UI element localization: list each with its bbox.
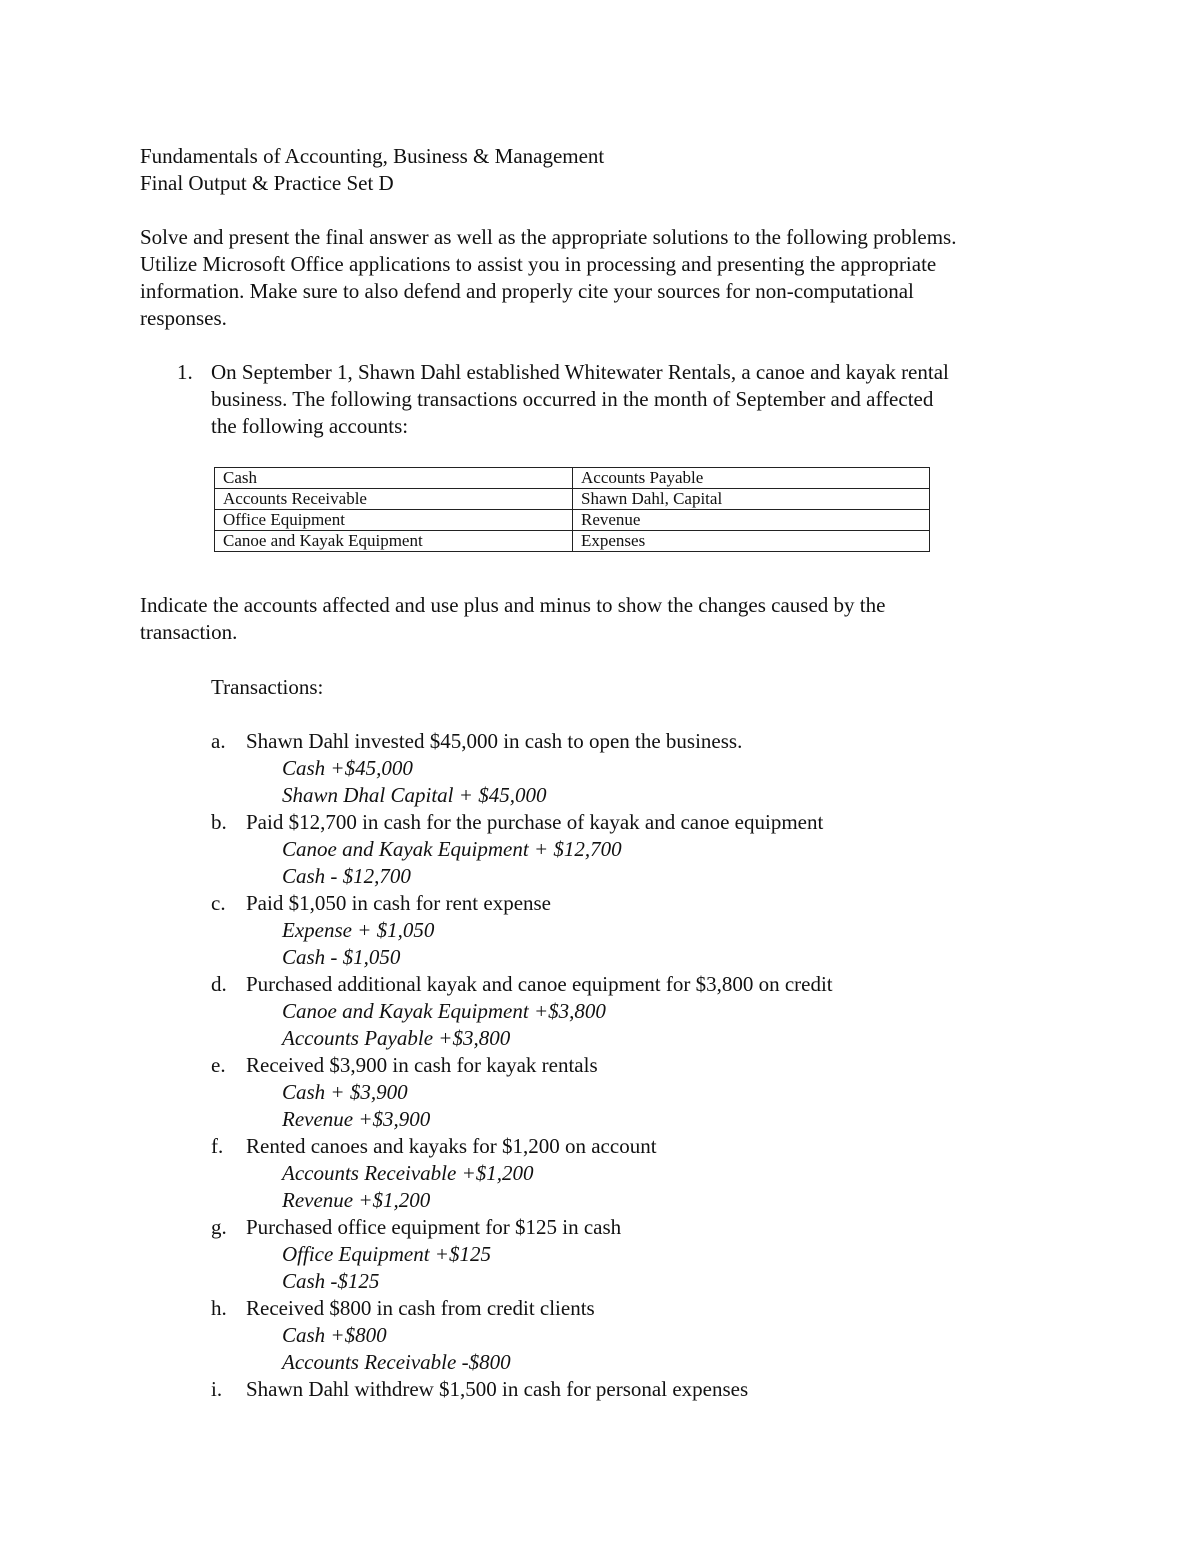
transaction-letter: c. xyxy=(211,891,226,915)
table-cell: Shawn Dahl, Capital xyxy=(573,489,930,510)
transaction-text: Shawn Dahl withdrew $1,500 in cash for personal expenses xyxy=(246,1377,749,1401)
transaction-answer: Shawn Dhal Capital + $45,000 xyxy=(282,783,547,807)
transaction-answer: Cash - $12,700 xyxy=(282,864,411,888)
table-cell: Canoe and Kayak Equipment xyxy=(215,531,573,552)
transaction-answer: Revenue +$3,900 xyxy=(282,1107,431,1131)
table-row xyxy=(215,489,930,510)
transaction-answer: Canoe and Kayak Equipment +$3,800 xyxy=(282,999,606,1023)
transaction-answer: Accounts Receivable -$800 xyxy=(282,1350,511,1374)
transaction-letter: d. xyxy=(211,972,227,996)
accounts-table xyxy=(214,467,930,552)
transaction-letter: g. xyxy=(211,1215,227,1239)
transaction-text: Paid $1,050 in cash for rent expense xyxy=(246,891,552,915)
transaction-text: Shawn Dahl invested $45,000 in cash to open the business. xyxy=(246,729,743,753)
indicate-line: Indicate the accounts affected and use plus and minus to show the changes caused by the xyxy=(140,593,886,617)
transaction-letter: b. xyxy=(211,810,227,834)
transaction-text: Rented canoes and kayaks for $1,200 on account xyxy=(246,1134,657,1158)
transaction-answer: Cash +$45,000 xyxy=(282,756,413,780)
transaction-text: Purchased office equipment for $125 in cash xyxy=(246,1215,622,1239)
table-cell: Expenses xyxy=(573,531,930,552)
transaction-text: Received $800 in cash from credit clients xyxy=(246,1296,595,1320)
table-row xyxy=(215,510,930,531)
transaction-answer: Revenue +$1,200 xyxy=(282,1188,431,1212)
transaction-letter: f. xyxy=(211,1134,224,1158)
transaction-answer: Expense + $1,050 xyxy=(282,918,435,942)
transaction-text: Paid $12,700 in cash for the purchase of kayak and canoe equipment xyxy=(246,810,824,834)
instructions-line: responses. xyxy=(140,306,227,330)
transaction-text: Received $3,900 in cash for kayak rentals xyxy=(246,1053,598,1077)
transaction-answer: Cash -$125 xyxy=(282,1269,380,1293)
transaction-answer: Office Equipment +$125 xyxy=(282,1242,491,1266)
transaction-letter: i. xyxy=(211,1377,223,1401)
instructions-line: Solve and present the final answer as well as the appropriate solutions to the following problems. xyxy=(140,225,957,249)
transaction-text: Purchased additional kayak and canoe equipment for $3,800 on credit xyxy=(246,972,833,996)
table-cell: Accounts Receivable xyxy=(215,489,573,510)
table-cell: Office Equipment xyxy=(215,510,573,531)
transaction-answer: Cash + $3,900 xyxy=(282,1080,408,1104)
transaction-answer: Cash - $1,050 xyxy=(282,945,401,969)
instructions-line: Utilize Microsoft Office applications to assist you in processing and presenting the appropriate xyxy=(140,252,937,276)
transactions-heading: Transactions: xyxy=(211,675,324,699)
transaction-letter: e. xyxy=(211,1053,226,1077)
table-cell: Cash xyxy=(215,468,573,489)
set-title: Final Output & Practice Set D xyxy=(140,171,394,195)
course-title: Fundamentals of Accounting, Business & Management xyxy=(140,144,605,168)
table-cell: Revenue xyxy=(573,510,930,531)
transaction-letter: a. xyxy=(211,729,226,753)
indicate-line: transaction. xyxy=(140,620,238,644)
transaction-answer: Accounts Payable +$3,800 xyxy=(282,1026,511,1050)
instructions-line: information. Make sure to also defend and properly cite your sources for non-computational xyxy=(140,279,914,303)
problem-line: On September 1, Shawn Dahl established Whitewater Rentals, a canoe and kayak rental xyxy=(211,360,949,384)
table-cell: Accounts Payable xyxy=(573,468,930,489)
transaction-answer: Accounts Receivable +$1,200 xyxy=(282,1161,534,1185)
transaction-answer: Cash +$800 xyxy=(282,1323,387,1347)
transaction-answer: Canoe and Kayak Equipment + $12,700 xyxy=(282,837,622,861)
table-row xyxy=(215,468,930,489)
table-row xyxy=(215,531,930,552)
problem-line: the following accounts: xyxy=(211,414,409,438)
problem-line: business. The following transactions occurred in the month of September and affected xyxy=(211,387,934,411)
transaction-letter: h. xyxy=(211,1296,227,1320)
problem-number: 1. xyxy=(177,360,193,384)
